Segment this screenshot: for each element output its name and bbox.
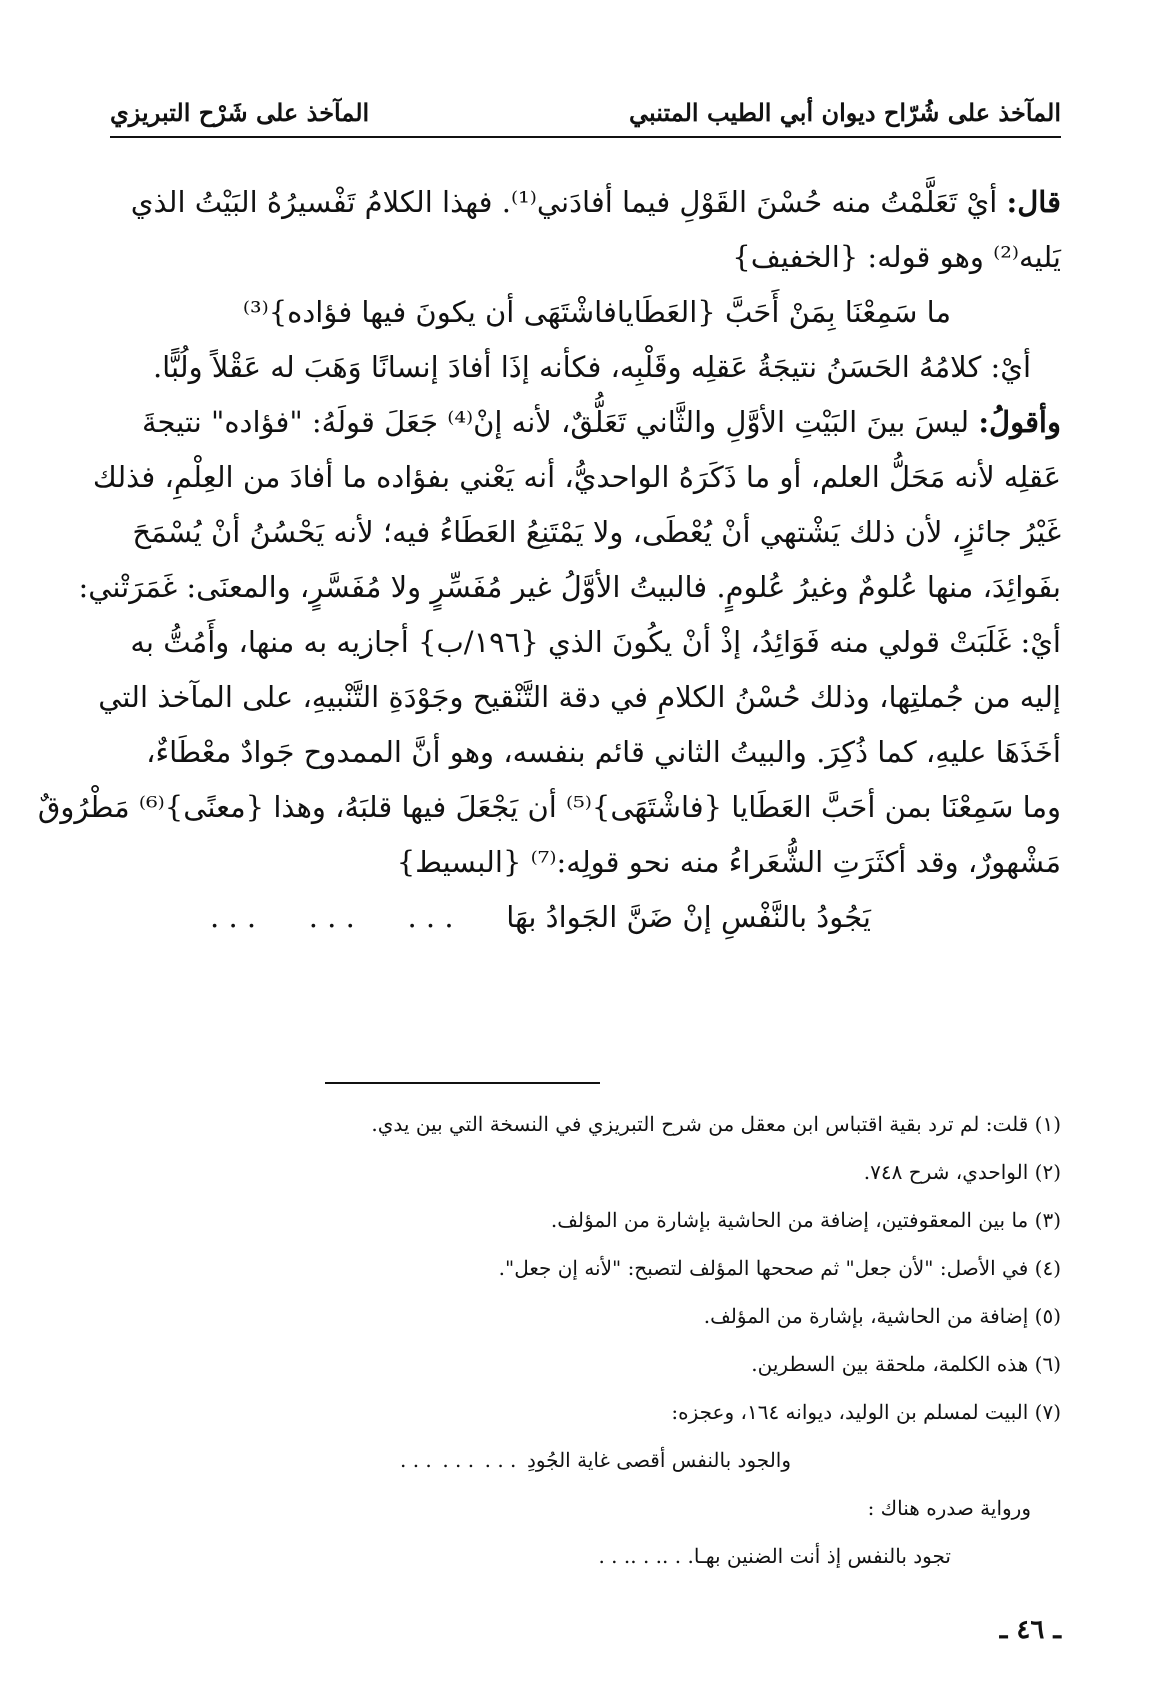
paragraph-3-line-6: إليه من جُملتِها، وذلك حُسْنُ الكلامِ في دقة التَّنْقيح وجَوْدَةِ التَّنْبيهِ، على المآخذ التي <box>98 680 1061 714</box>
footnote-7: (٧) البيت لمسلم بن الوليد، ديوانه ١٦٤، وعجزه: <box>671 1400 1061 1424</box>
footnote-7-ellipsis-1: . . . <box>484 1448 517 1472</box>
verse-2-ellipsis-1: . . . <box>407 900 454 934</box>
header-book-title: المآخذ على شُرّاح ديوان أبي الطيب المتنبي <box>629 98 1061 127</box>
footnote-7-ellipsis-6: . . . <box>598 1544 631 1568</box>
paragraph-3-line-2: عَقلِه لأنه مَحَلُّ العلم، أو ما ذَكَرَهُ الواحديُّ، أنه يَعْني بفؤاده ما أفادَ من العِلْمِ، فذلك <box>92 460 1061 494</box>
page-number: ـ ٤٦ ـ <box>999 1615 1061 1645</box>
verse-1 <box>130 285 1061 340</box>
paragraph-1-line-2: يَليه⁽²⁾ وهو قوله: {الخفيف} <box>732 240 1061 274</box>
footnote-7-verse-2 <box>130 1532 1061 1580</box>
paragraph-1-text: أيْ تَعَلَّمْتُ منه حُسْنَ القَوْلِ فيما أفادَني⁽¹⁾. فهذا الكلامُ تَفْسيرُهُ البَيْتُ الذي <box>130 185 998 219</box>
footnote-7-verse-text: والجود بالنفس أقصى غاية الجُودِ <box>526 1448 791 1472</box>
paragraph-3-line-1 <box>130 395 1061 450</box>
footnote-7-ellipsis-3: . . . <box>400 1448 432 1472</box>
aqulu-keyword: وأقولُ: <box>978 405 1061 439</box>
verse-2-first-hemistich: يَجُودُ بالنَّفْسِ إنْ ضَنَّ الجَوادُ بهَا <box>506 900 871 934</box>
footnotes <box>130 1100 1061 1580</box>
main-text <box>37 175 1061 945</box>
qala-keyword: قال: <box>1006 185 1061 219</box>
header-section-title: المآخذ على شَرْح التبريزي <box>110 98 370 127</box>
paragraph-2-line-1: أيْ: كلامُهُ الحَسَنُ نتيجَةُ عَقلِه وقَلْبِه، فكأنه إذَا أفادَ إنسانًا وَهَبَ له عَقْلاً ولُبًّا. <box>152 350 1031 384</box>
footnote-4: (٤) في الأصل: "لأن جعل" ثم صححها المؤلف لتصبح: "لأنه إن جعل". <box>498 1256 1061 1280</box>
paragraph-3-line-8: وما سَمِعْنَا بمن أحَبَّ العَطَايا {فاشْتَهَى}⁽⁵⁾ أن يَجْعَلَ فيها قلبَهُ، وهذا {معنًى}⁽⁶⁾ مَطْرُوقٌ <box>37 790 1061 824</box>
footnote-7-ellipsis-5: . . . <box>630 1544 663 1568</box>
footnote-7-verse-2-text: تجود بالنفس إذ أنت الضنين بهـا <box>693 1544 951 1568</box>
footnote-7-ellipsis-4: . . . <box>662 1544 694 1568</box>
footnote-5: (٥) إضافة من الحاشية، بإشارة من المؤلف. <box>703 1304 1061 1328</box>
footnote-2: (٢) الواحدي، شرح ٧٤٨. <box>863 1160 1061 1184</box>
paragraph-3-line-4: بفَوائِدَ، منها عُلومٌ وغيرُ عُلومٍ. فالبيتُ الأوَّلُ غير مُفَسِّرٍ ولا مُفَسَّرٍ، والمعنَى: غَمَرَتْني: <box>78 570 1061 604</box>
verse-1-second-hemistich: فاشْتَهَى أن يكونَ فيها فؤاده}⁽³⁾ <box>242 295 617 329</box>
footnote-rule <box>325 1082 600 1084</box>
header-rule <box>110 136 1061 138</box>
running-header <box>110 88 1061 138</box>
paragraph-3-line-3: غَيْرُ جائزٍ، لأن ذلك يَشْتهي أنْ يُعْطَى، ولا يَمْتَنِعُ العَطَاءُ فيه؛ لأنه يَحْسُنُ أنْ يُسْمَحَ <box>132 515 1061 549</box>
paragraph-3-line-9: مَشْهورٌ، وقد أكثَرَتِ الشُّعَراءُ منه نحو قولِه:⁽⁷⁾ {البسيط} <box>396 845 1061 879</box>
verse-2-ellipsis-2: . . . <box>308 900 355 934</box>
footnote-6: (٦) هذه الكلمة، ملحقة بين السطرين. <box>751 1352 1061 1376</box>
paragraph-3-line-7: أخَذَهَا عليهِ، كما ذُكِرَ. والبيتُ الثاني قائم بنفسه، وهو أنَّ الممدوح جَوادٌ معْطَاءٌ، <box>146 735 1061 769</box>
paragraph-3-text: ليسَ بينَ البَيْتِ الأوَّلِ والثَّاني تَعَلُّقٌ، لأنه إنْ⁽⁴⁾ جَعَلَ قولَهُ: "فؤاده" نتيجةَ <box>141 405 970 439</box>
footnote-7-verse <box>130 1436 1061 1484</box>
footnote-7-riwaya: ورواية صدره هناك : <box>867 1496 1031 1520</box>
footnote-1: (١) قلت: لم ترد بقية اقتباس ابن معقل من شرح التبريزي في النسخة التي بين يدي. <box>371 1112 1061 1136</box>
paragraph-3-line-5: أيْ: غَلَبَتْ قولي منه فَوَائِدُ، إذْ أنْ يكُونَ الذي {١٩٦/ب} أجازيه به منها، وأَمُتُّ به <box>130 625 1061 659</box>
footnote-3: (٣) ما بين المعقوفتين، إضافة من الحاشية بإشارة من المؤلف. <box>550 1208 1061 1232</box>
verse-1-first-hemistich: ما سَمِعْنَا بِمَنْ أَحَبَّ {العَطَايا <box>616 295 951 329</box>
paragraph-1-line-1 <box>130 175 1061 230</box>
footnote-7-ellipsis-2: . . . <box>442 1448 475 1472</box>
verse-2-ellipsis-3: . . . <box>210 900 257 934</box>
verse-2 <box>130 890 1061 945</box>
